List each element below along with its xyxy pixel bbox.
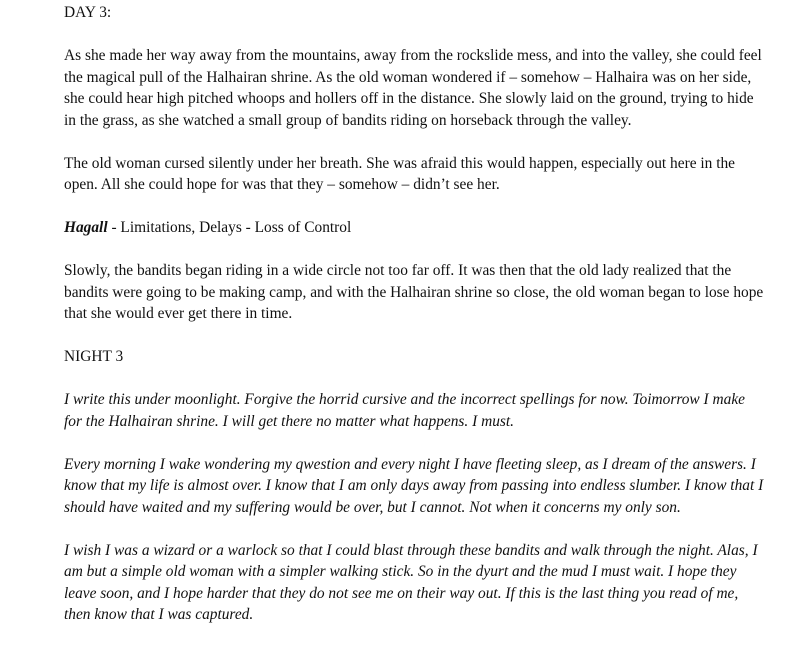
journal-paragraph-3: I wish I was a wizard or a warlock so that I could blast through these bandits and walk through the night. Alas, I am but a simple old woman with a simpler walking stick. So in the dyurt and the mud I must wait. I hope they leave soon, and I hope harder that they do not see me on their way out. If this is the last thing you read of me, then know that I was captured. (64, 541, 758, 623)
day-paragraph-2: The old woman cursed silently under her breath. She was afraid this would happen, especially out here in the open. All she could hope for was that they – somehow – didn’t see her. (64, 154, 736, 193)
document-page (64, 2, 764, 647)
rune-name: Hagall (64, 219, 108, 236)
journal-paragraph-1: I write this under moonlight. Forgive the horrid cursive and the incorrect spellings for now. Toimorrow I make for the Halhairan shrine. I will get there no matter what happens. I must. (64, 391, 745, 430)
rune-meaning: - Limitations, Delays - Loss of Control (107, 219, 352, 236)
journal-paragraph-2: Every morning I wake wondering my qwestion and every night I have fleeting sleep, as I dream of the answers. I know that my life is almost over. I know that I am only days away from passing into endless slumber. I know that I should have waited and my suffering would be over, but I cannot. Not when it concerns my only son. (64, 455, 764, 516)
rune-line (64, 217, 764, 239)
night-heading: NIGHT 3 (64, 348, 124, 365)
day-paragraph-3: Slowly, the bandits began riding in a wide circle not too far off. It was then that the old lady realized that the bandits were going to be making camp, and with the Halhairan shrine so close, the old woman began to lose hope that she would ever get there in time. (64, 262, 764, 322)
day-paragraph-1: As she made her way away from the mountains, away from the rockslide mess, and into the valley, she could feel the magical pull of the Halhairan shrine. As the old woman wondered if – somehow – Halhaira was on her side, she could hear high pitched whoops and hollers off in the distance. She slowly laid on the ground, trying to hide in the grass, as she watched a small group of bandits riding on horseback through the valley. (64, 47, 762, 129)
day-heading: DAY 3: (64, 4, 112, 21)
